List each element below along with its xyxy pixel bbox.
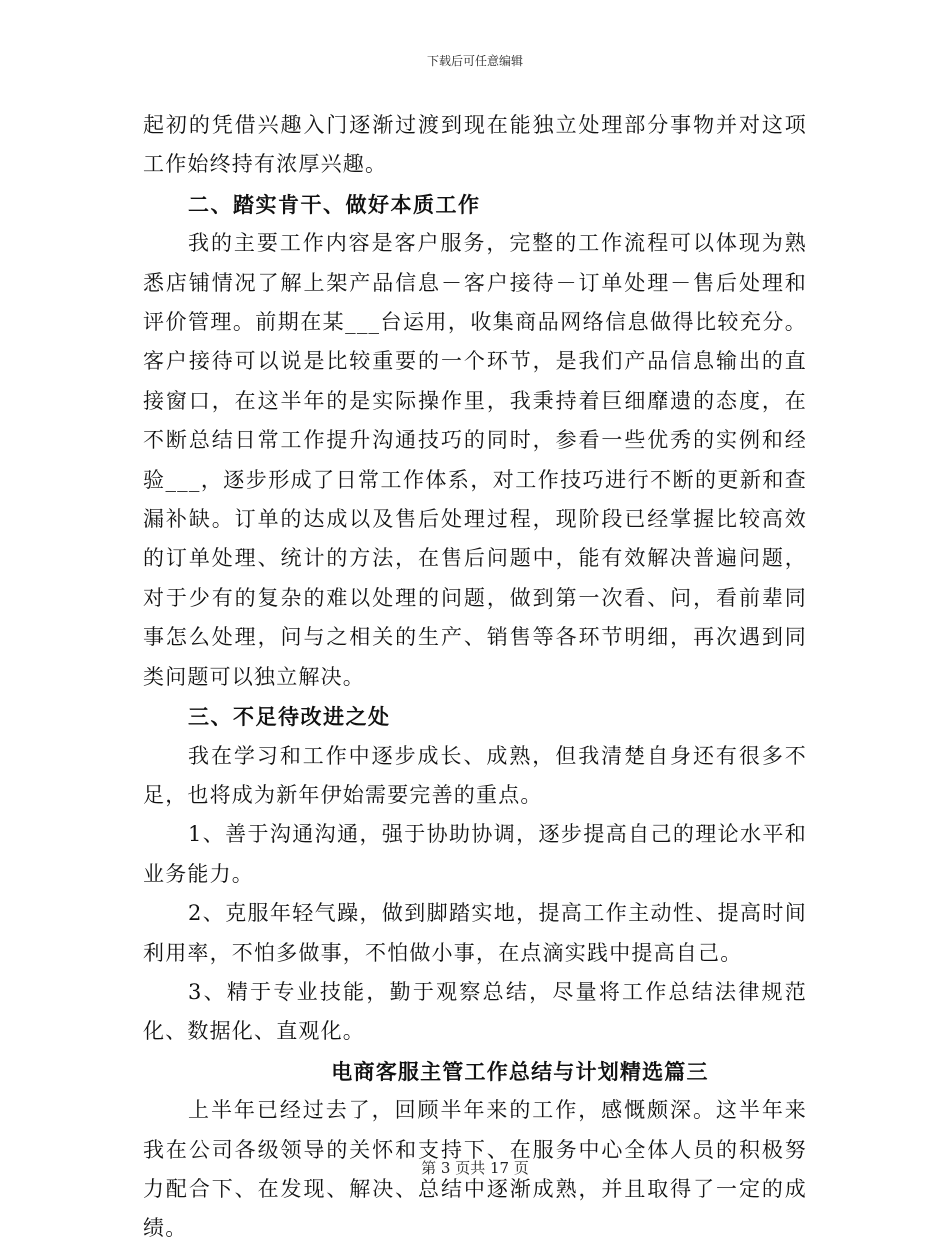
paragraph: 我在学习和工作中逐步成长、成熟，但我清楚自身还有很多不足，也将成为新年伊始需要完善的重点。 bbox=[143, 743, 807, 807]
section-heading: 三、不足待改进之处 bbox=[188, 704, 391, 730]
page-footer: 第 3 页共 17 页 bbox=[421, 1159, 529, 1177]
paragraph: 上半年已经过去了，回顾半年来的工作，感慨颇深。这半年来我在公司各级领导的关怀和支持下、在服务中心全体人员的积极努力配合下、在发现、解决、总结中逐渐成熟，并且取得了一定的成绩。 bbox=[143, 1098, 807, 1241]
list-item: 2、克服年轻气躁，做到脚踏实地，提高工作主动性、提高时间利用率，不怕多做事，不怕做小事，在点滴实践中提高自己。 bbox=[143, 901, 807, 965]
paragraph: 我的主要工作内容是客户服务，完整的工作流程可以体现为熟悉店铺情况了解上架产品信息－客户接待－订单处理－售后处理和评价管理。前期在某___台运用，收集商品网络信息做得比较充分。客户接待可以说是比较重要的一个环节，是我们产品信息输出的直接窗口，在这半年的是实际操作里，我秉持着巨细靡遗的态度，在不断总结日常工作提升沟通技巧的同时，参看一些优秀的实例和经验___，逐步形成了日常工作体系，对工作技巧进行不断的更新和查漏补缺。订单的达成以及售后处理过程，现阶段已经掌握比较高效的订单处理、统计的方法，在售后问题中，能有效解决普遍问题，对于少有的复杂的难以处理的问题，做到第一次看、问，看前辈同事怎么处理，问与之相关的生产、销售等各环节明细，再次遇到同类问题可以独立解决。 bbox=[143, 231, 807, 689]
paragraph: 起初的凭借兴趣入门逐渐过渡到现在能独立处理部分事物并对这项工作始终持有浓厚兴趣。 bbox=[143, 113, 807, 177]
section-heading: 二、踏实肯干、做好本质工作 bbox=[188, 191, 481, 217]
list-item: 3、精于专业技能，勤于观察总结，尽量将工作总结法律规范化、数据化、直观化。 bbox=[143, 979, 807, 1044]
article-title: 电商客服主管工作总结与计划精选篇三 bbox=[331, 1058, 709, 1084]
list-item: 1、善于沟通沟通，强于协助协调，逐步提高自己的理论水平和业务能力。 bbox=[143, 822, 807, 886]
page-header: 下载后可任意编辑 bbox=[426, 54, 523, 68]
document-body bbox=[143, 106, 807, 1249]
